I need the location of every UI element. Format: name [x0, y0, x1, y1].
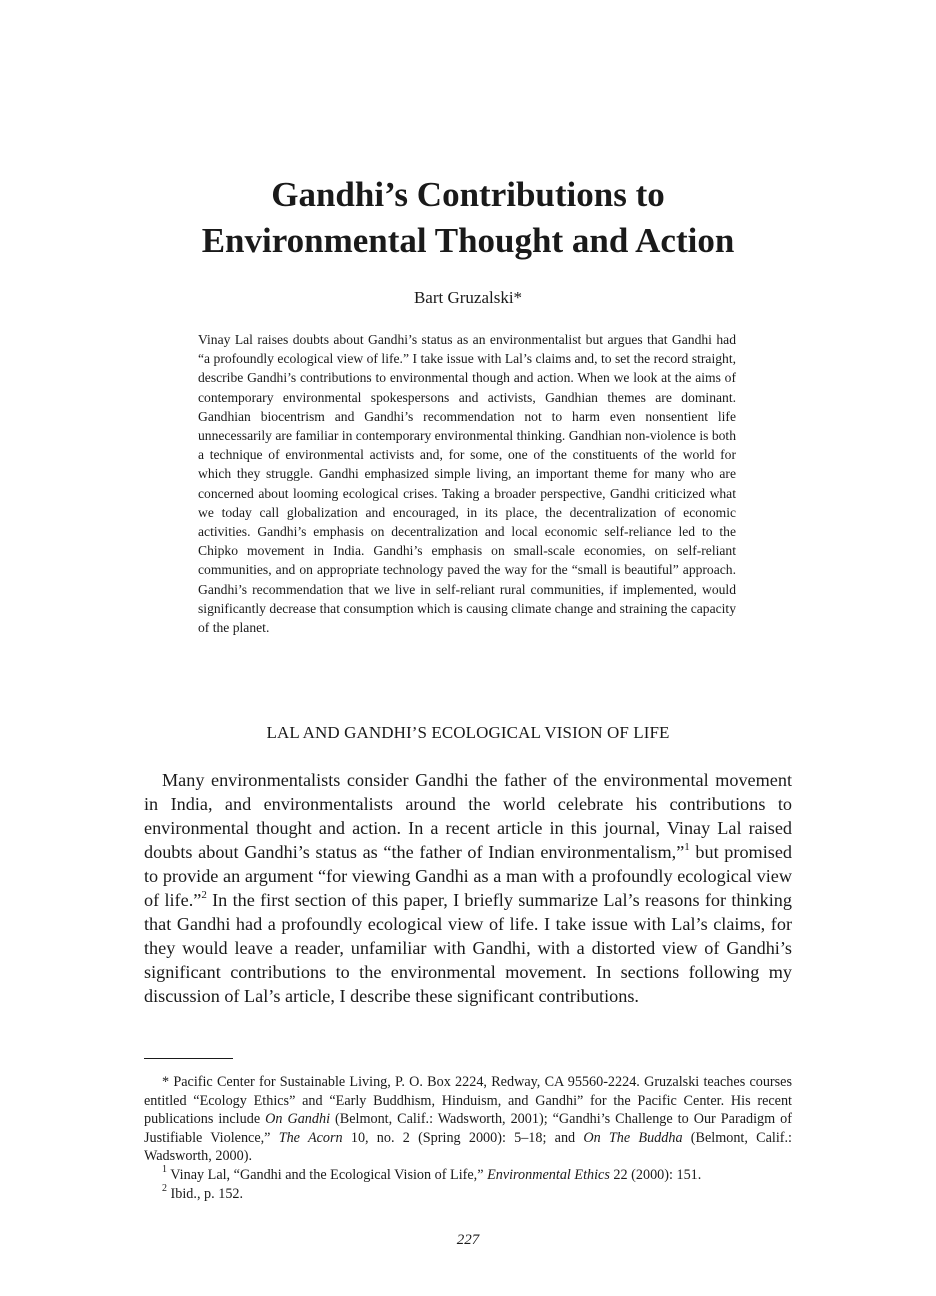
fn-star-text-a: * Pacific Center for Sustainable Living, P. O. Box 2224, Redway, CA 95560-2224. Gruzalski teaches courses entitled “Ecology Ethics” and “Early Buddhism, Hinduism, and Gandhi” for the Pacific Center. His recent publications include: [144, 1074, 792, 1128]
title-line-2: Environmental Thought and Action: [201, 221, 735, 260]
page-number: 227: [456, 1232, 480, 1248]
title-line-1: Gandhi’s Contributions to: [271, 175, 665, 214]
footnote-ref-2[interactable]: 2: [201, 888, 207, 901]
fn1-text-c: 22 (2000): 151.: [609, 1166, 702, 1183]
footnote-divider: [144, 1058, 233, 1059]
body-text-part-3: In the first section of this paper, I briefly summarize Lal’s reasons for thinking that Gandhi had a profoundly ecological view of life. I take issue with Lal’s claims, for they would leave a reader, unfamiliar with Gandhi, with a distorted view of Gandhi’s significant contributions to the environmental movement. In sections following my discussion of Lal’s article, I describe these significant contributions.: [144, 890, 792, 1006]
article-title: [0, 172, 936, 264]
fn-star-book-1: On Gandhi: [265, 1111, 331, 1128]
fn-star-text-e: 10, no. 2 (Spring 2000): 5–18; and: [342, 1129, 584, 1146]
footnote-ref-1[interactable]: 1: [684, 840, 690, 853]
body-text-part-1: Many environmentalists consider Gandhi the father of the environmental movement in India, and environmentalists around the world celebrate his contributions to environmental thought and action. In a recent article in this journal, Vinay Lal raised doubts about Gandhi’s status as “the father of Indian environmentalism,”: [144, 770, 792, 862]
author-name: Bart Gruzalski*: [413, 288, 523, 307]
fn-star-text-g: (Belmont, Calif.: Wadsworth, 2000).: [144, 1129, 792, 1165]
footnotes: [144, 1073, 792, 1203]
footnote-2-number: 2: [162, 1182, 167, 1194]
abstract: Vinay Lal raises doubts about Gandhi’s status as an environmentalist but argues that Gandhi had “a profoundly ecological view of life.” I take issue with Lal’s claims and, to set the record straight, describe Gandhi’s contributions to environmental though and action. When we look at the aims of contemporary environmental spokespersons and activists, Gandhian themes are dominant. Gandhian biocentrism and Gandhi’s recommendation not to harm even nonsentient life unnecessarily are familiar in contemporary environmental thinking. Gandhian non-violence is both a technique of environmental activists and, for some, one of the constituents of the world for which they struggle. Gandhi emphasized simple living, an important theme for many who are concerned about looming ecological crises. Taking a broader perspective, Gandhi criticized what we today call globalization and encouraged, in its place, the decentralization of economic activities. Gandhi’s emphasis on decentralization and local economic self-reliance led to the Chipko movement in India. Gandhi’s emphasis on small-scale economies, on self-reliant communities, and on appropriate technology paved the way for the “small is beautiful” approach. Gandhi’s recommendation that we live in self-reliant rural communities, if implemented, would significantly decrease that consumption which is causing climate change and straining the capacity of the planet.: [198, 332, 736, 636]
fn-star-journal: The Acorn: [278, 1129, 343, 1146]
body-paragraph: [144, 768, 792, 1008]
footnote-1: [144, 1166, 792, 1185]
fn1-journal: Environmental Ethics: [487, 1166, 610, 1183]
footnote-author: [144, 1073, 792, 1166]
fn2-text: Ibid., p. 152.: [167, 1185, 244, 1202]
fn-star-text-c: (Belmont, Calif.: Wadsworth, 2001); “Gandhi’s Challenge to Our Paradigm of Justifiable Violence,”: [144, 1111, 792, 1146]
fn1-text-a: Vinay Lal, “Gandhi and the Ecological Vision of Life,”: [167, 1166, 488, 1183]
fn-star-book-2: On The Buddha: [583, 1129, 683, 1146]
body-text-part-2: but promised to provide an argument “for viewing Gandhi as a man with a profoundly ecological view of life.”: [144, 842, 792, 910]
section-heading: LAL AND GANDHI’S ECOLOGICAL VISION OF LIFE: [266, 723, 670, 742]
footnote-1-number: 1: [162, 1164, 167, 1176]
footnote-2: [144, 1182, 792, 1204]
